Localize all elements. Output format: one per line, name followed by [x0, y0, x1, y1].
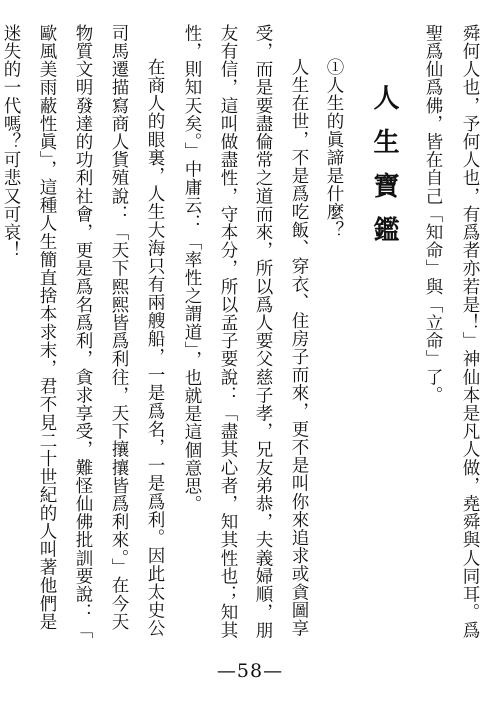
text-column-11: 物質文明發達的功利社會，更是爲名爲利，貪求享受，難怪仙佛批訓要說：「: [73, 24, 93, 640]
text-column-8: 性，則知天矣。」中庸云：「率性之謂道」，也就是這個意思。: [182, 24, 202, 514]
section-title: 人生寶鑑: [369, 84, 399, 260]
page-number: —58—: [216, 660, 284, 682]
text-column-9: 在商人的眼裏，人生大海只有兩艘船，一是爲名，一是爲利。因此太史公: [145, 58, 165, 638]
text-column-5: 人生在世，不是爲吃飯、穿衣、住房子而來，更不是叫你來追求或貪圖享: [289, 58, 309, 638]
text-column-7: 友有信，這叫做盡性，守本分，所以孟子要說：「盡其心者，知其性也；知其: [218, 24, 238, 640]
text-column-6: 受，而是要盡倫常之道而來，所以爲人要父慈子孝，兄友弟恭，夫義婦順，朋: [253, 24, 273, 640]
text-column-13: 迷失的一代嗎？可悲又可哀！: [1, 24, 21, 260]
text-column-2: 聖爲仙爲佛，皆在自己「知命」與「立命」了。: [423, 24, 443, 405]
text-column-1: 舜何人也，予何人也，有爲者亦若是！」神仙本是凡人做，堯舜與人同耳。爲: [460, 24, 480, 640]
text-column-12: 歐風美雨蔽性眞」，這種人生簡直捨本求末，君不見二十世紀的人叫著他們是: [37, 24, 57, 631]
subsection-heading: ①人生的眞諦是什麼？: [324, 58, 344, 239]
text-column-10: 司馬遷描寫商人貨殖說：「天下熙熙皆爲利往，天下攘攘皆爲利來。」在今天: [109, 24, 129, 631]
